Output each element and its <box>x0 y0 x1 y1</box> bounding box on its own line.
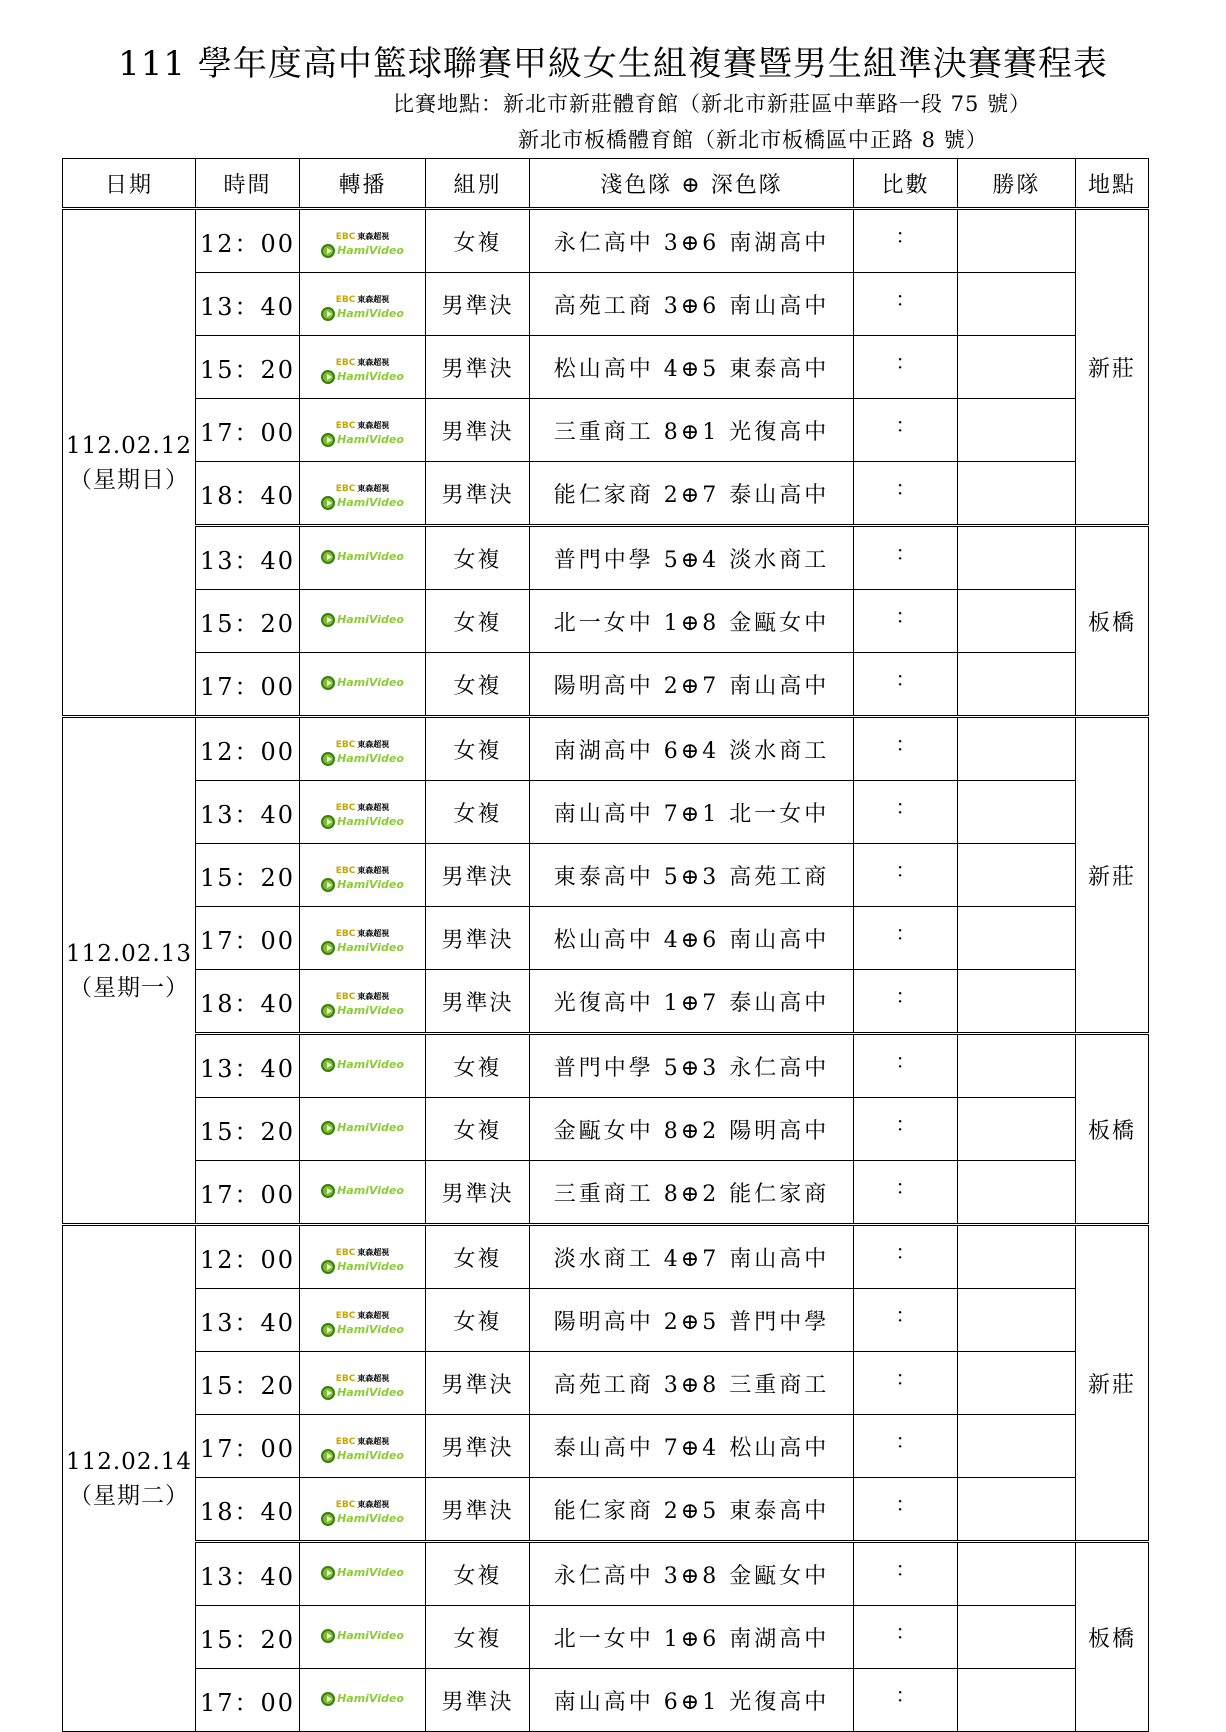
header-time: 時間 <box>196 159 300 209</box>
hamivideo-logo-icon: HamiVideo <box>321 369 404 385</box>
play-icon <box>321 1566 335 1580</box>
broadcast-cell <box>300 336 426 399</box>
table-row <box>63 336 1149 399</box>
winner-cell <box>958 1542 1076 1606</box>
ebc-logo-icon: EBC 東森超視 <box>335 991 390 1002</box>
score-cell: ： <box>854 1669 958 1732</box>
game-time: 13：40 <box>196 273 300 336</box>
game-time: 15：20 <box>196 590 300 653</box>
venue-cell: 板橋 <box>1076 526 1149 717</box>
score-cell: ： <box>854 399 958 462</box>
score-cell: ： <box>854 1289 958 1352</box>
score-cell: ： <box>854 1161 958 1225</box>
play-icon <box>321 1058 335 1072</box>
hamivideo-logo-icon: HamiVideo <box>321 1183 404 1199</box>
date-cell <box>63 1225 196 1732</box>
matchup-cell: 高苑工商 3⊕8 三重商工 <box>530 1352 854 1415</box>
broadcast-cell <box>300 717 426 781</box>
winner-cell <box>958 1098 1076 1161</box>
venue-cell: 新莊 <box>1076 209 1149 526</box>
hamivideo-logo-icon: HamiVideo <box>321 940 404 956</box>
ebc-logo-icon: EBC 東森超視 <box>335 1373 390 1384</box>
broadcast-cell <box>300 1225 426 1289</box>
play-icon <box>321 550 335 564</box>
winner-cell <box>958 1669 1076 1732</box>
score-cell: ： <box>854 717 958 781</box>
hamivideo-logo-icon: HamiVideo <box>321 612 404 628</box>
hamivideo-logo-icon: HamiVideo <box>321 1057 404 1073</box>
play-icon <box>321 941 335 955</box>
hamivideo-logo-icon: HamiVideo <box>321 432 404 448</box>
score-cell: ： <box>854 907 958 970</box>
game-time: 17：00 <box>196 653 300 717</box>
header-broadcast: 轉播 <box>300 159 426 209</box>
game-time: 15：20 <box>196 844 300 907</box>
score-cell: ： <box>854 1352 958 1415</box>
division-cell: 女複 <box>426 1289 530 1352</box>
broadcast-cell <box>300 526 426 590</box>
game-time: 17：00 <box>196 907 300 970</box>
division-cell: 女複 <box>426 590 530 653</box>
play-icon <box>321 878 335 892</box>
game-time: 13：40 <box>196 1034 300 1098</box>
game-time: 12：00 <box>196 1225 300 1289</box>
broadcast-cell <box>300 273 426 336</box>
hamivideo-logo-icon: HamiVideo <box>321 243 404 259</box>
matchup-cell: 陽明高中 2⊕5 普門中學 <box>530 1289 854 1352</box>
division-cell: 男準決 <box>426 1161 530 1225</box>
hamivideo-logo-icon: HamiVideo <box>321 1628 404 1644</box>
hamivideo-logo-icon: HamiVideo <box>321 1120 404 1136</box>
schedule-table <box>62 158 1149 1732</box>
date-text: 112.02.12 <box>65 432 193 459</box>
table-row <box>63 1289 1149 1352</box>
broadcast-cell <box>300 1542 426 1606</box>
ebc-logo-icon: EBC 東森超視 <box>335 865 390 876</box>
ebc-logo-icon: EBC 東森超視 <box>335 1247 390 1258</box>
score-cell: ： <box>854 1225 958 1289</box>
matchup-cell: 東泰高中 5⊕3 高苑工商 <box>530 844 854 907</box>
hamivideo-logo-icon: HamiVideo <box>321 549 404 565</box>
score-cell: ： <box>854 1098 958 1161</box>
score-cell: ： <box>854 844 958 907</box>
broadcast-cell <box>300 970 426 1034</box>
winner-cell <box>958 717 1076 781</box>
matchup-cell: 普門中學 5⊕4 淡水商工 <box>530 526 854 590</box>
broadcast-cell <box>300 399 426 462</box>
play-icon <box>321 1629 335 1643</box>
hamivideo-logo-icon: HamiVideo <box>321 495 404 511</box>
winner-cell <box>958 1225 1076 1289</box>
broadcast-cell <box>300 209 426 273</box>
game-time: 18：40 <box>196 462 300 526</box>
division-cell: 女複 <box>426 1225 530 1289</box>
hamivideo-logo-icon: HamiVideo <box>321 675 404 691</box>
division-cell: 男準決 <box>426 970 530 1034</box>
matchup-cell: 能仁家商 2⊕7 泰山高中 <box>530 462 854 526</box>
table-row <box>63 1161 1149 1225</box>
play-icon <box>321 370 335 384</box>
score-cell: ： <box>854 209 958 273</box>
broadcast-cell <box>300 1161 426 1225</box>
table-row <box>63 399 1149 462</box>
broadcast-cell <box>300 653 426 717</box>
score-cell: ： <box>854 653 958 717</box>
winner-cell <box>958 907 1076 970</box>
score-cell: ： <box>854 1606 958 1669</box>
ebc-logo-icon: EBC 東森超視 <box>335 294 390 305</box>
winner-cell <box>958 653 1076 717</box>
table-row <box>63 209 1149 273</box>
date-cell <box>63 717 196 1225</box>
score-cell: ： <box>854 1034 958 1098</box>
table-row <box>63 1415 1149 1478</box>
hamivideo-logo-icon: HamiVideo <box>321 1565 404 1581</box>
division-cell: 男準決 <box>426 1352 530 1415</box>
table-row <box>63 781 1149 844</box>
header-matchup: 淺色隊 ⊕ 深色隊 <box>530 159 854 209</box>
game-time: 12：00 <box>196 717 300 781</box>
score-cell: ： <box>854 1542 958 1606</box>
table-row <box>63 1542 1149 1606</box>
broadcast-cell <box>300 462 426 526</box>
play-icon <box>321 1323 335 1337</box>
score-cell: ： <box>854 590 958 653</box>
play-icon <box>321 1449 335 1463</box>
game-time: 13：40 <box>196 1289 300 1352</box>
broadcast-cell <box>300 844 426 907</box>
winner-cell <box>958 844 1076 907</box>
header-venue: 地點 <box>1076 159 1149 209</box>
schedule-body <box>63 209 1149 1732</box>
game-time: 12：00 <box>196 209 300 273</box>
winner-cell <box>958 336 1076 399</box>
matchup-cell: 永仁高中 3⊕8 金甌女中 <box>530 1542 854 1606</box>
winner-cell <box>958 1415 1076 1478</box>
venue-line-banqiao: 新北市板橋體育館（新北市板橋區中正路 8 號） <box>518 128 988 152</box>
division-cell: 男準決 <box>426 273 530 336</box>
venue-cell: 新莊 <box>1076 717 1149 1034</box>
winner-cell <box>958 462 1076 526</box>
broadcast-cell <box>300 1669 426 1732</box>
hamivideo-logo-icon: HamiVideo <box>321 1003 404 1019</box>
ebc-logo-icon: EBC 東森超視 <box>335 357 390 368</box>
play-icon <box>321 1121 335 1135</box>
broadcast-cell <box>300 1606 426 1669</box>
matchup-cell: 北一女中 1⊕6 南湖高中 <box>530 1606 854 1669</box>
winner-cell <box>958 781 1076 844</box>
matchup-cell: 淡水商工 4⊕7 南山高中 <box>530 1225 854 1289</box>
header-score: 比數 <box>854 159 958 209</box>
play-icon <box>321 244 335 258</box>
game-time: 17：00 <box>196 1161 300 1225</box>
table-row <box>63 1352 1149 1415</box>
winner-cell <box>958 209 1076 273</box>
matchup-cell: 松山高中 4⊕5 東泰高中 <box>530 336 854 399</box>
score-cell: ： <box>854 462 958 526</box>
matchup-cell: 永仁高中 3⊕6 南湖高中 <box>530 209 854 273</box>
matchup-cell: 南山高中 6⊕1 光復高中 <box>530 1669 854 1732</box>
venue-cell: 板橋 <box>1076 1034 1149 1225</box>
division-cell: 女複 <box>426 717 530 781</box>
matchup-cell: 金甌女中 8⊕2 陽明高中 <box>530 1098 854 1161</box>
broadcast-cell <box>300 1034 426 1098</box>
venue-cell: 板橋 <box>1076 1542 1149 1732</box>
score-cell: ： <box>854 526 958 590</box>
ebc-logo-icon: EBC 東森超視 <box>335 739 390 750</box>
winner-cell <box>958 1606 1076 1669</box>
broadcast-cell <box>300 1289 426 1352</box>
play-icon <box>321 815 335 829</box>
table-row <box>63 1034 1149 1098</box>
play-icon <box>321 496 335 510</box>
table-row <box>63 1606 1149 1669</box>
table-row <box>63 1669 1149 1732</box>
division-cell: 女複 <box>426 653 530 717</box>
broadcast-cell <box>300 907 426 970</box>
matchup-cell: 普門中學 5⊕3 永仁高中 <box>530 1034 854 1098</box>
hamivideo-logo-icon: HamiVideo <box>321 1259 404 1275</box>
play-icon <box>321 1184 335 1198</box>
ebc-logo-icon: EBC 東森超視 <box>335 1436 390 1447</box>
winner-cell <box>958 1161 1076 1225</box>
winner-cell <box>958 399 1076 462</box>
score-cell: ： <box>854 781 958 844</box>
winner-cell <box>958 590 1076 653</box>
game-time: 17：00 <box>196 399 300 462</box>
header-division: 組別 <box>426 159 530 209</box>
play-icon <box>321 613 335 627</box>
game-time: 18：40 <box>196 1478 300 1542</box>
play-icon <box>321 433 335 447</box>
score-cell: ： <box>854 336 958 399</box>
game-time: 17：00 <box>196 1669 300 1732</box>
matchup-cell: 泰山高中 7⊕4 松山高中 <box>530 1415 854 1478</box>
table-row <box>63 1098 1149 1161</box>
game-time: 15：20 <box>196 1098 300 1161</box>
winner-cell <box>958 1352 1076 1415</box>
division-cell: 男準決 <box>426 907 530 970</box>
game-time: 15：20 <box>196 1352 300 1415</box>
table-row <box>63 526 1149 590</box>
score-cell: ： <box>854 1415 958 1478</box>
broadcast-cell <box>300 590 426 653</box>
ebc-logo-icon: EBC 東森超視 <box>335 1310 390 1321</box>
hamivideo-logo-icon: HamiVideo <box>321 306 404 322</box>
table-row <box>63 717 1149 781</box>
table-row <box>63 970 1149 1034</box>
division-cell: 男準決 <box>426 1415 530 1478</box>
hamivideo-logo-icon: HamiVideo <box>321 1322 404 1338</box>
winner-cell <box>958 1478 1076 1542</box>
division-cell: 男準決 <box>426 1478 530 1542</box>
table-row <box>63 1225 1149 1289</box>
matchup-cell: 高苑工商 3⊕6 南山高中 <box>530 273 854 336</box>
winner-cell <box>958 970 1076 1034</box>
division-cell: 女複 <box>426 209 530 273</box>
play-icon <box>321 676 335 690</box>
score-cell: ： <box>854 273 958 336</box>
header-date: 日期 <box>63 159 196 209</box>
play-icon <box>321 1512 335 1526</box>
weekday-text: （星期二） <box>69 1482 189 1509</box>
play-icon <box>321 307 335 321</box>
game-time: 13：40 <box>196 1542 300 1606</box>
hamivideo-logo-icon: HamiVideo <box>321 1448 404 1464</box>
division-cell: 男準決 <box>426 844 530 907</box>
date-text: 112.02.14 <box>65 1448 193 1475</box>
game-time: 13：40 <box>196 526 300 590</box>
matchup-cell: 陽明高中 2⊕7 南山高中 <box>530 653 854 717</box>
ebc-logo-icon: EBC 東森超視 <box>335 420 390 431</box>
play-icon <box>321 752 335 766</box>
table-row <box>63 844 1149 907</box>
date-cell <box>63 209 196 717</box>
matchup-cell: 光復高中 1⊕7 泰山高中 <box>530 970 854 1034</box>
matchup-cell: 松山高中 4⊕6 南山高中 <box>530 907 854 970</box>
page-title: 111 學年度高中籃球聯賽甲級女生組複賽暨男生組準決賽賽程表 <box>118 44 1108 84</box>
matchup-cell: 南湖高中 6⊕4 淡水商工 <box>530 717 854 781</box>
matchup-cell: 三重商工 8⊕2 能仁家商 <box>530 1161 854 1225</box>
matchup-cell: 能仁家商 2⊕5 東泰高中 <box>530 1478 854 1542</box>
broadcast-cell <box>300 1478 426 1542</box>
division-cell: 女複 <box>426 781 530 844</box>
ebc-logo-icon: EBC 東森超視 <box>335 802 390 813</box>
division-cell: 女複 <box>426 1034 530 1098</box>
broadcast-cell <box>300 1415 426 1478</box>
date-text: 112.02.13 <box>65 940 193 967</box>
broadcast-cell <box>300 1098 426 1161</box>
division-cell: 女複 <box>426 526 530 590</box>
score-cell: ： <box>854 970 958 1034</box>
play-icon <box>321 1386 335 1400</box>
ebc-logo-icon: EBC 東森超視 <box>335 231 390 242</box>
division-cell: 男準決 <box>426 336 530 399</box>
winner-cell <box>958 526 1076 590</box>
hamivideo-logo-icon: HamiVideo <box>321 751 404 767</box>
hamivideo-logo-icon: HamiVideo <box>321 1511 404 1527</box>
header-row <box>63 159 1149 209</box>
weekday-text: （星期日） <box>69 466 189 493</box>
winner-cell <box>958 1289 1076 1352</box>
venue-cell: 新莊 <box>1076 1225 1149 1542</box>
ebc-logo-icon: EBC 東森超視 <box>335 928 390 939</box>
winner-cell <box>958 273 1076 336</box>
weekday-text: （星期一） <box>69 974 189 1001</box>
venue-line-xinzhuang: 比賽地點：新北市新莊體育館（新北市新莊區中華路一段 75 號） <box>393 92 1032 116</box>
table-row <box>63 462 1149 526</box>
ebc-logo-icon: EBC 東森超視 <box>335 483 390 494</box>
hamivideo-logo-icon: HamiVideo <box>321 877 404 893</box>
hamivideo-logo-icon: HamiVideo <box>321 1691 404 1707</box>
division-cell: 男準決 <box>426 399 530 462</box>
game-time: 13：40 <box>196 781 300 844</box>
table-row <box>63 590 1149 653</box>
table-row <box>63 273 1149 336</box>
game-time: 18：40 <box>196 970 300 1034</box>
play-icon <box>321 1004 335 1018</box>
game-time: 15：20 <box>196 336 300 399</box>
score-cell: ： <box>854 1478 958 1542</box>
matchup-cell: 三重商工 8⊕1 光復高中 <box>530 399 854 462</box>
table-row <box>63 907 1149 970</box>
play-icon <box>321 1260 335 1274</box>
header-winner: 勝隊 <box>958 159 1076 209</box>
broadcast-cell <box>300 1352 426 1415</box>
table-row <box>63 653 1149 717</box>
table-row <box>63 1478 1149 1542</box>
winner-cell <box>958 1034 1076 1098</box>
matchup-cell: 南山高中 7⊕1 北一女中 <box>530 781 854 844</box>
broadcast-cell <box>300 781 426 844</box>
division-cell: 女複 <box>426 1098 530 1161</box>
division-cell: 女複 <box>426 1606 530 1669</box>
matchup-cell: 北一女中 1⊕8 金甌女中 <box>530 590 854 653</box>
division-cell: 女複 <box>426 1542 530 1606</box>
game-time: 17：00 <box>196 1415 300 1478</box>
division-cell: 男準決 <box>426 462 530 526</box>
ebc-logo-icon: EBC 東森超視 <box>335 1499 390 1510</box>
game-time: 15：20 <box>196 1606 300 1669</box>
hamivideo-logo-icon: HamiVideo <box>321 1385 404 1401</box>
hamivideo-logo-icon: HamiVideo <box>321 814 404 830</box>
division-cell: 男準決 <box>426 1669 530 1732</box>
play-icon <box>321 1692 335 1706</box>
